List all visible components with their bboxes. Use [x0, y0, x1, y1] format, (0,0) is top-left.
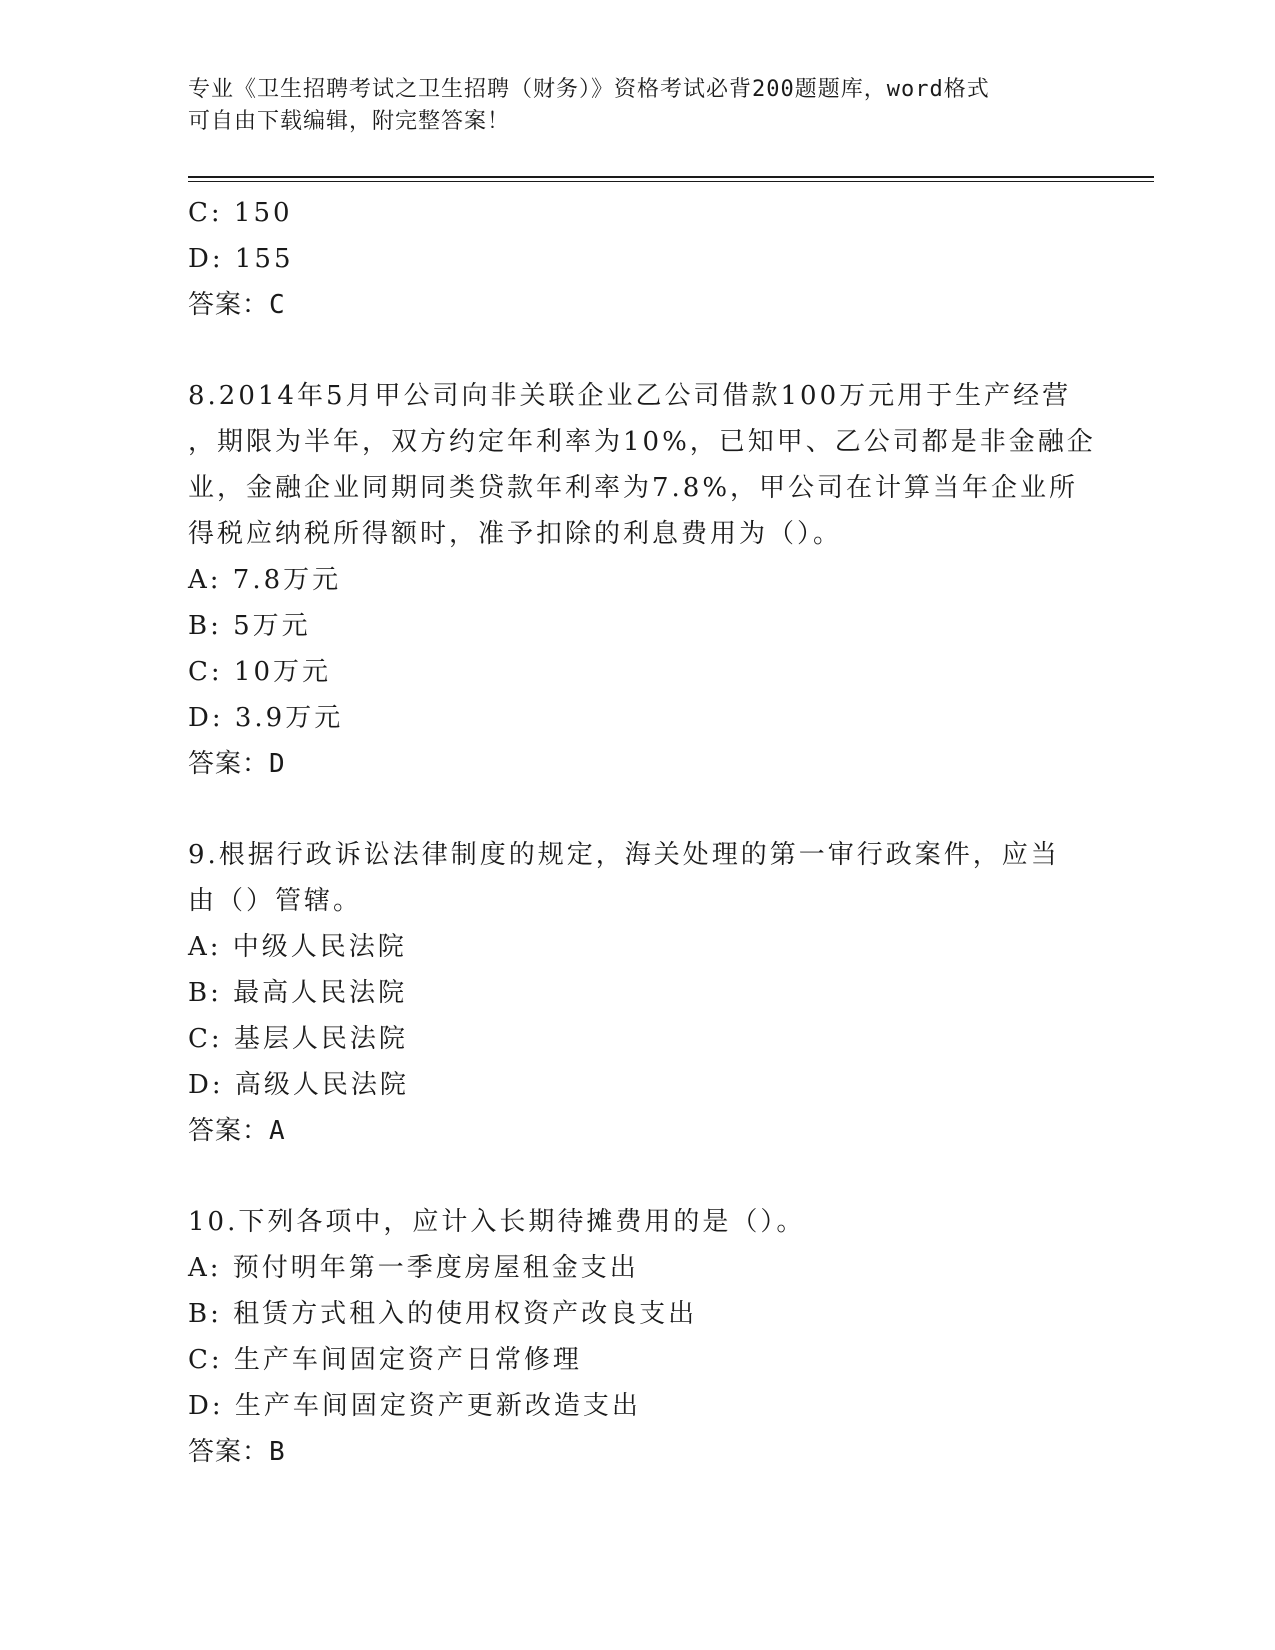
document-header — [188, 74, 1068, 138]
question-text-line: ，期限为半年，双方约定年利率为10%，已知甲、乙公司都是非金融企 — [188, 427, 1096, 457]
option-c: C: 基层人民法院 — [188, 1024, 408, 1054]
option-b: B: 租赁方式租入的使用权资产改良支出 — [188, 1299, 698, 1329]
header-title-line-1: 专业《卫生招聘考试之卫生招聘（财务）》资格考试必背200题题库，word格式 — [188, 77, 990, 102]
option-d: D: 生产车间固定资产更新改造支出 — [188, 1391, 641, 1421]
question-text-line: 由（）管辖。 — [188, 886, 363, 916]
option-c: C: 生产车间固定资产日常修理 — [188, 1345, 582, 1375]
option-c: C: 150 — [188, 198, 293, 228]
option-a: A: 中级人民法院 — [188, 932, 407, 962]
option-c: C: 10万元 — [188, 657, 332, 687]
option-d: D: 高级人民法院 — [188, 1070, 409, 1100]
question-text-line: 得税应纳税所得额时，准予扣除的利息费用为（）。 — [188, 519, 843, 549]
option-b: B: 最高人民法院 — [188, 978, 408, 1008]
answer-line: 答案：A — [188, 1116, 286, 1146]
option-a: A: 7.8万元 — [188, 565, 342, 595]
option-a: A: 预付明年第一季度房屋租金支出 — [188, 1253, 639, 1283]
header-divider-thick — [188, 176, 1154, 178]
question-8 — [188, 373, 1096, 787]
header-divider-thin — [188, 181, 1154, 182]
answer-line: 答案：C — [188, 290, 286, 320]
option-b: B: 5万元 — [188, 611, 311, 641]
question-text-line: 10.下列各项中，应计入长期待摊费用的是（）。 — [188, 1207, 806, 1237]
option-d: D: 3.9万元 — [188, 703, 344, 733]
option-d: D: 155 — [188, 244, 294, 274]
question-10 — [188, 1199, 1088, 1475]
answer-line: 答案：D — [188, 749, 286, 779]
question-list — [188, 190, 1096, 1475]
question-9 — [188, 832, 1088, 1154]
question-text-line: 8.2014年5月甲公司向非关联企业乙公司借款100万元用于生产经营 — [188, 381, 1072, 411]
question-text-line: 业，金融企业同期同类贷款年利率为7.8%，甲公司在计算当年企业所 — [188, 473, 1079, 503]
answer-line: 答案：B — [188, 1437, 286, 1467]
header-title-line-2: 可自由下载编辑，附完整答案！ — [188, 109, 511, 134]
question-text-line: 9.根据行政诉讼法律制度的规定，海关处理的第一审行政案件，应当 — [188, 840, 1060, 870]
question-7-tail — [188, 190, 1088, 328]
